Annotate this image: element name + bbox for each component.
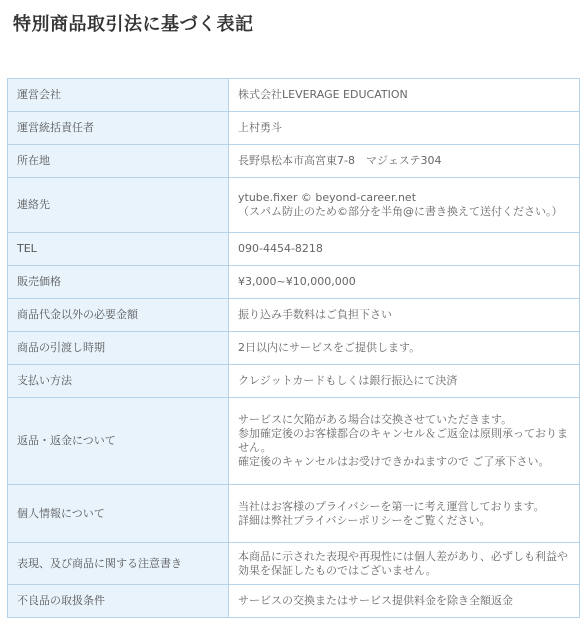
row-value-line: 当社はお客様のプライバシーを第一に考え運営しております。 xyxy=(238,499,545,513)
row-value xyxy=(229,178,580,233)
table-row xyxy=(8,112,580,145)
row-label: 商品の引渡し時期 xyxy=(8,332,229,365)
row-value xyxy=(229,332,580,365)
row-label: TEL xyxy=(8,233,229,266)
row-label: 運営会社 xyxy=(8,79,229,112)
table-row xyxy=(8,485,580,543)
row-value-line: サービスに欠陥がある場合は交換させていただきます。 xyxy=(238,413,513,426)
row-value xyxy=(229,233,580,266)
row-value-line: 振り込み手数料はご負担下さい xyxy=(238,308,392,321)
table-row xyxy=(8,543,580,585)
row-value-line: ¥3,000~¥10,000,000 xyxy=(238,275,356,288)
row-value xyxy=(229,266,580,299)
row-value xyxy=(229,299,580,332)
table-row xyxy=(8,233,580,266)
row-label: 運営統括責任者 xyxy=(8,112,229,145)
row-label: 商品代金以外の必要金額 xyxy=(8,299,229,332)
row-value-line: 確定後のキャンセルはお受けできかねますので ご了承下さい。 xyxy=(238,455,550,468)
table-row xyxy=(8,365,580,398)
row-value xyxy=(229,543,580,585)
row-value xyxy=(229,398,580,485)
row-value-line: （スパム防止のため©部分を半角@に書き換えて送付ください。） xyxy=(238,205,563,218)
row-label: 所在地 xyxy=(8,145,229,178)
table-row xyxy=(8,178,580,233)
row-value-line: 2日以内にサービスをご提供します。 xyxy=(238,341,421,354)
phone-number: 090-4454-8218 xyxy=(238,242,323,255)
row-value-line: 長野県松本市高宮東7-8 マジェステ304 xyxy=(238,154,442,167)
row-value xyxy=(229,585,580,618)
row-value-line: 参加確定後のお客様都合のキャンセル＆ご返金は原則承っておりません。 xyxy=(238,427,568,454)
table-row xyxy=(8,299,580,332)
table-row xyxy=(8,266,580,299)
row-label: 返品・返金について xyxy=(8,398,229,485)
row-label: 連絡先 xyxy=(8,178,229,233)
row-value xyxy=(229,112,580,145)
row-value xyxy=(229,145,580,178)
row-value-line: 株式会社LEVERAGE EDUCATION xyxy=(238,88,408,101)
row-value xyxy=(229,485,580,543)
table-row xyxy=(8,332,580,365)
table-row xyxy=(8,585,580,618)
row-label: 表現、及び商品に関する注意書き xyxy=(8,543,229,585)
page-title: 特別商品取引法に基づく表記 xyxy=(13,14,254,35)
row-label: 不良品の取扱条件 xyxy=(8,585,229,618)
row-value xyxy=(229,365,580,398)
row-label: 支払い方法 xyxy=(8,365,229,398)
legal-info-table xyxy=(7,78,580,618)
row-value-line: 詳細は弊社プライバシーポリシーをご覧ください。 xyxy=(238,513,491,527)
row-label: 販売価格 xyxy=(8,266,229,299)
row-label: 個人情報について xyxy=(8,485,229,543)
row-value-line: サービスの交換またはサービス提供料金を除き全額返金 xyxy=(238,594,513,607)
contact-email: ytube.fixer © beyond-career.net xyxy=(238,191,417,204)
row-value-line: 上村勇斗 xyxy=(238,121,282,134)
row-value-line: クレジットカードもしくは銀行振込にて決済 xyxy=(238,374,458,387)
row-value-line: 本商品に示された表現や再現性には個人差があり、必ずしも利益や効果を保証したものではございません。 xyxy=(238,549,568,577)
table-row xyxy=(8,79,580,112)
row-value xyxy=(229,79,580,112)
table-row xyxy=(8,145,580,178)
table-row xyxy=(8,398,580,485)
